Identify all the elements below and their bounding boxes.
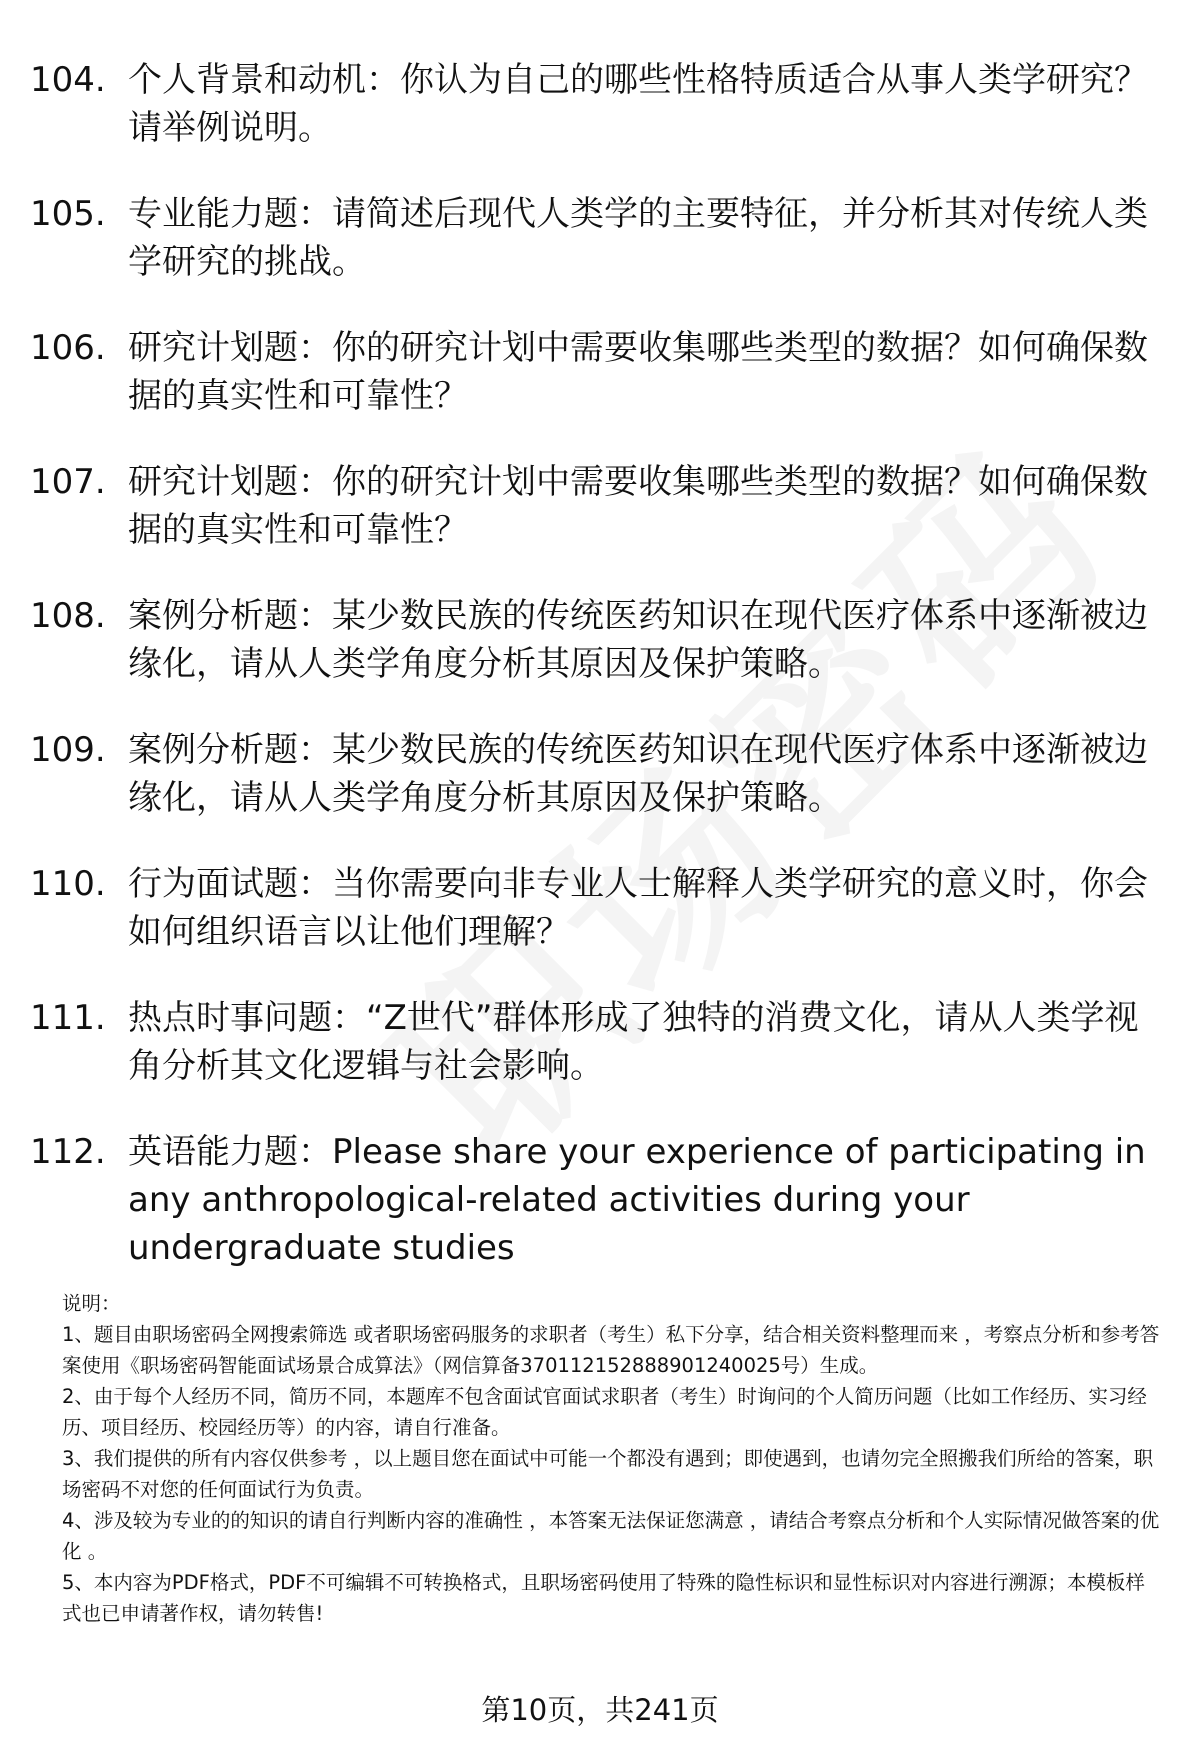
page-footer: 第10页，共241页	[481, 1693, 719, 1727]
note-item: 3、我们提供的所有内容仅供参考 ，以上题目您在面试中可能一个都没有遇到；即使遇到，也请勿完全照搬我们所给的答案，职场密码不对您的任何面试行为负责。	[62, 1447, 1154, 1501]
question-item	[30, 1128, 1160, 1272]
question-text: 英语能力题：Please share your experience of participating in any anthropological-related activities during your undergraduate studies	[128, 1132, 1146, 1268]
note-item: 5、本内容为PDF格式，PDF不可编辑不可转换格式，且职场密码使用了特殊的隐性标识和显性标识对内容进行溯源；本模板样式也已申请著作权，请勿转售!	[62, 1571, 1145, 1625]
disclaimer-notes	[62, 1288, 1162, 1629]
note-item: 2、由于每个人经历不同，简历不同，本题库不包含面试官面试求职者（考生）时询问的个人简历问题（比如工作经历、实习经历、项目经历、校园经历等）的内容，请自行准备。	[62, 1385, 1147, 1439]
question-number: 107.	[30, 462, 106, 502]
question-item	[30, 860, 1160, 956]
question-item	[30, 190, 1160, 286]
question-text: 专业能力题：请简述后现代人类学的主要特征，并分析其对传统人类学研究的挑战。	[128, 194, 1148, 282]
question-text: 案例分析题：某少数民族的传统医药知识在现代医疗体系中逐渐被边缘化，请从人类学角度分析其原因及保护策略。	[128, 596, 1148, 684]
question-number: 108.	[30, 596, 106, 636]
question-number: 106.	[30, 328, 106, 368]
question-text: 行为面试题：当你需要向非专业人士解释人类学研究的意义时，你会如何组织语言以让他们理解？	[128, 864, 1148, 952]
notes-heading: 说明：	[62, 1292, 121, 1315]
question-item	[30, 592, 1160, 688]
question-text: 研究计划题：你的研究计划中需要收集哪些类型的数据？如何确保数据的真实性和可靠性？	[128, 462, 1148, 550]
question-item	[30, 458, 1160, 554]
question-item	[30, 726, 1160, 822]
question-number: 111.	[30, 998, 106, 1038]
note-item: 1、题目由职场密码全网搜索筛选 或者职场密码服务的求职者（考生）私下分享，结合相关资料整理而来 ，考察点分析和参考答案使用《职场密码智能面试场景合成算法》（网信算备370112152888901240025号）生成。	[62, 1323, 1160, 1377]
question-number: 109.	[30, 730, 106, 770]
question-number: 104.	[30, 60, 106, 100]
question-text: 案例分析题：某少数民族的传统医药知识在现代医疗体系中逐渐被边缘化，请从人类学角度分析其原因及保护策略。	[128, 730, 1148, 818]
question-text: 热点时事问题：“Z世代”群体形成了独特的消费文化，请从人类学视角分析其文化逻辑与社会影响。	[128, 998, 1139, 1086]
question-list	[30, 56, 1160, 1310]
note-item: 4、涉及较为专业的的知识的请自行判断内容的准确性 ，本答案无法保证您满意 ，请结合考察点分析和个人实际情况做答案的优化 。	[62, 1509, 1160, 1563]
question-number: 110.	[30, 864, 106, 904]
question-item	[30, 56, 1160, 152]
question-item	[30, 994, 1160, 1090]
question-text: 研究计划题：你的研究计划中需要收集哪些类型的数据？如何确保数据的真实性和可靠性？	[128, 328, 1148, 416]
question-text: 个人背景和动机：你认为自己的哪些性格特质适合从事人类学研究？请举例说明。	[128, 60, 1148, 148]
question-item	[30, 324, 1160, 420]
question-number: 105.	[30, 194, 106, 234]
question-number: 112.	[30, 1132, 106, 1172]
